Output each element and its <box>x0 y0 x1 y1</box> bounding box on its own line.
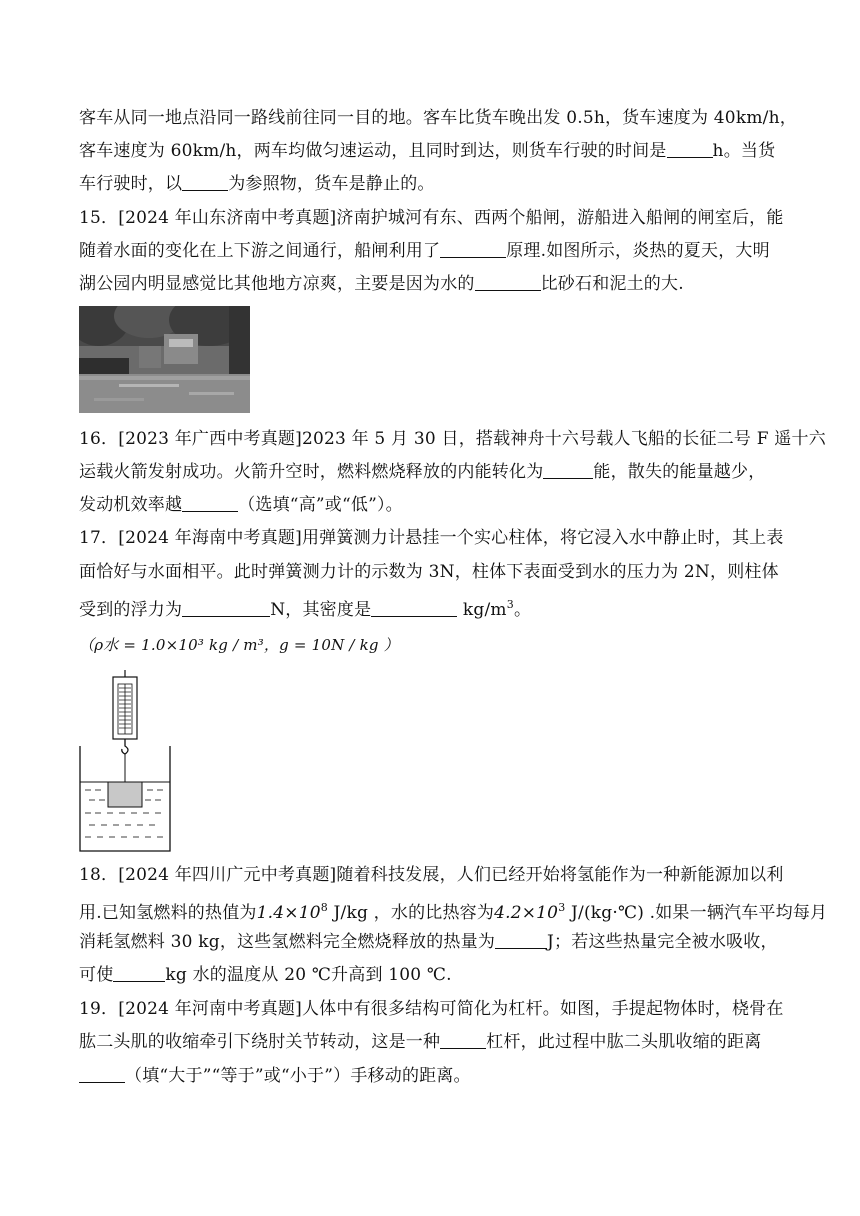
q18-line3: 消耗氢燃料 30 kg，这些氢燃料完全燃烧释放的热量为 J；若这些热量完全被水吸收， <box>79 932 778 952</box>
answer-blank <box>543 462 593 479</box>
q19-line1: 19．[2024 年河南中考真题]人体中有很多结构可简化为杠杆。如图，手提起物体时，桡骨在 <box>79 999 784 1019</box>
answer-blank <box>182 174 228 191</box>
q15-line2: 随着水面的变化在上下游之间通行，船闸利用了 原理.如图所示，炎热的夏天，大明 <box>79 241 770 261</box>
q18-line1: 18．[2024 年四川广元中考真题]随着科技发展，人们已经开始将氢能作为一种新能源加以利 <box>79 865 784 885</box>
q15-line1: 15．[2024 年山东济南中考真题]济南护城河有东、西两个船闸，游船进入船闸的闸室后，能 <box>79 208 784 228</box>
q18-line4: 可使 kg 水的温度从 20 ℃升高到 100 ℃. <box>79 965 452 985</box>
answer-blank <box>440 241 506 258</box>
answer-blank <box>475 274 541 291</box>
q18-line2: 用.已知氢燃料的热值为$1.4\times 10^8$ J/kg ，水的比热容为$4.2\times 10^3$ J/(kg·℃) .如果一辆汽车平均每月 <box>79 901 828 923</box>
answer-blank <box>440 1032 486 1049</box>
answer-blank <box>113 965 165 982</box>
q14-line3: 车行驶时，以 为参照物，货车是静止的。 <box>79 174 435 194</box>
answer-blank <box>371 600 457 617</box>
answer-blank <box>495 932 547 949</box>
q19-line3: （填“大于”“等于”或“小于”）手移动的距离。 <box>79 1065 799 1087</box>
q14-line2: 客车速度为 60km/h，两车均做匀速运动，且同时到达，则货车行驶的时间是 h。当货 <box>79 141 776 161</box>
q16-line1: 16．[2023 年广西中考真题]2023 年 5 月 30 日，搭载神舟十六号载人飞船的长征二号 F 遥十六 <box>79 429 826 449</box>
ship-lock-photo <box>79 306 250 413</box>
q16-line3: 发动机效率越 （选填“高”或“低”）。 <box>79 495 403 515</box>
q17-line3: 受到的浮力为 N，其密度是 $kg/m^3$。 <box>79 598 532 620</box>
q14-line1: 客车从同一地点沿同一路线前往同一目的地。客车比货车晚出发 0.5h，货车速度为 40km/h， <box>79 108 797 128</box>
q16-line2: 运载火箭发射成功。火箭升空时，燃料燃烧释放的内能转化为 能，散失的能量越少， <box>79 462 766 482</box>
q15-line3: 湖公园内明显感觉比其他地方凉爽，主要是因为水的 比砂石和泥土的大. <box>79 274 684 294</box>
q17-line1: 17．[2024 年海南中考真题]用弹簧测力计悬挂一个实心柱体，将它浸入水中静止时，其上表 <box>79 528 784 548</box>
answer-blank <box>182 600 270 617</box>
q19-line2: 肱二头肌的收缩牵引下绕肘关节转动，这是一种 杠杆，此过程中肱二头肌收缩的距离 <box>79 1032 762 1052</box>
q17-given-constants: （ρ水 = 1.0×10³ kg / m³，g = 10N / kg ） <box>79 636 399 654</box>
answer-blank <box>667 141 713 158</box>
answer-blank <box>79 1066 125 1083</box>
answer-blank <box>182 495 238 512</box>
spring-scale-figure <box>79 670 171 852</box>
q17-line2: 面恰好与水面相平。此时弹簧测力计的示数为 3N，柱体下表面受到水的压力为 2N，则柱体 <box>79 562 779 582</box>
